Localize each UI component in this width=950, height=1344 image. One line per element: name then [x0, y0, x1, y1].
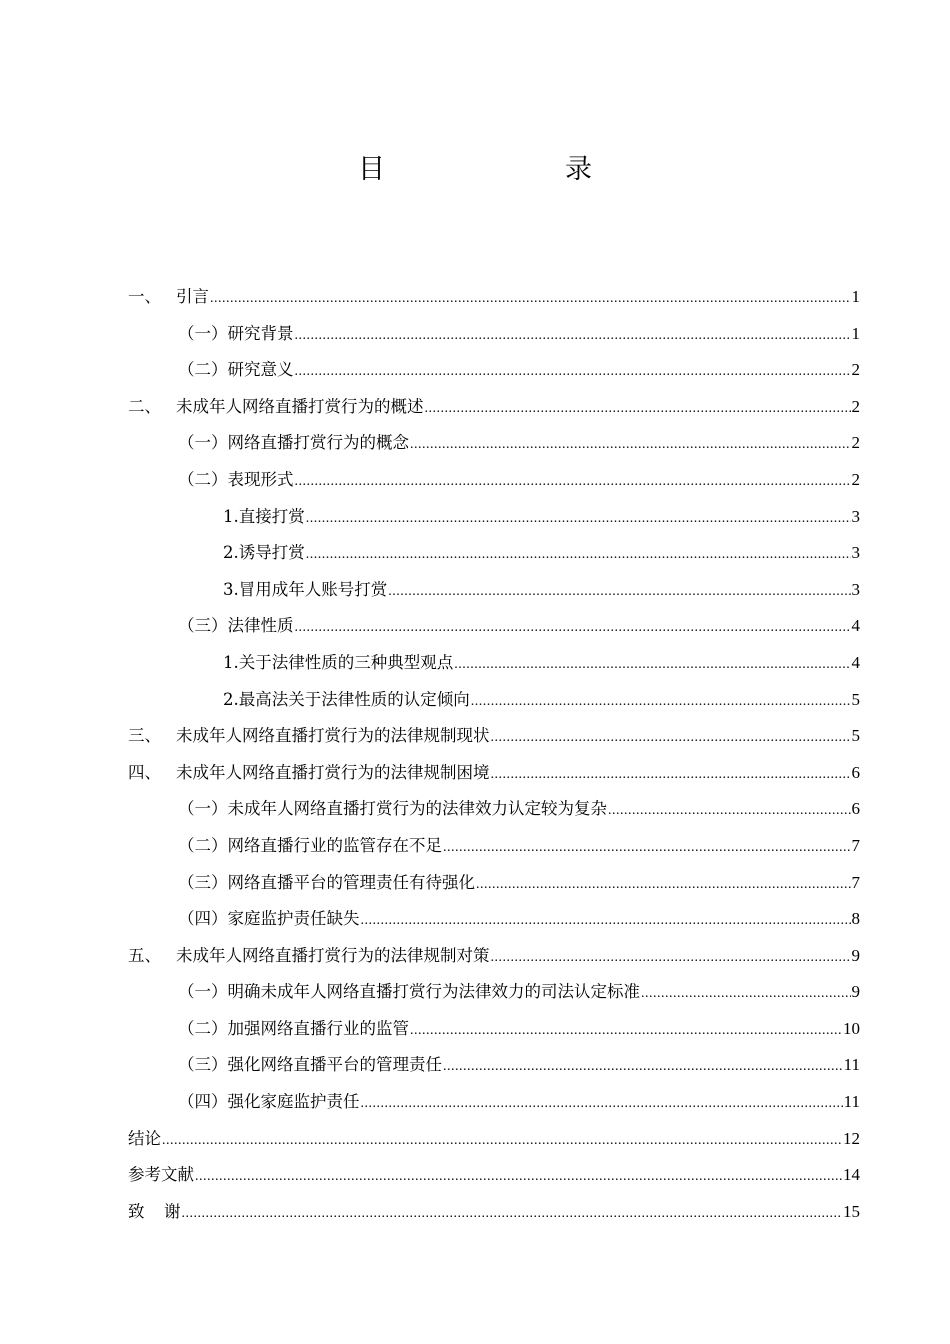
dot-leader [641, 974, 851, 1013]
toc-entry-page-number: 2 [851, 433, 860, 453]
toc-entry[interactable] [128, 316, 860, 353]
toc-entry-number: 一、 [128, 287, 161, 306]
dot-leader [443, 828, 851, 867]
toc-entry[interactable] [128, 974, 860, 1011]
dot-leader [361, 1084, 843, 1123]
dot-leader [162, 1121, 842, 1160]
toc-entry-label: （三）法律性质 [178, 616, 294, 636]
dot-leader [410, 425, 851, 464]
toc-entry-page-number: 1 [851, 323, 860, 343]
toc-entry[interactable] [128, 1047, 860, 1084]
dot-leader [491, 938, 851, 977]
toc-entry-label: （四）强化家庭监护责任 [178, 1092, 360, 1112]
toc-entry-text [178, 316, 294, 353]
toc-entry-page-number: 7 [851, 872, 860, 892]
toc-entry-page-number: 3 [851, 506, 860, 526]
toc-entry-text [223, 682, 470, 719]
toc-entry[interactable] [128, 938, 860, 975]
toc-entry-label: 参考文献 [128, 1165, 194, 1185]
toc-entry[interactable] [128, 828, 860, 865]
dot-leader [306, 499, 851, 538]
dot-leader [471, 682, 851, 721]
toc-entry-number: 四、 [128, 762, 161, 782]
toc-entry[interactable] [128, 682, 860, 719]
toc-entry-text [128, 718, 490, 755]
toc-entry-text [128, 279, 209, 316]
toc-entry-label: （一）未成年人网络直播打赏行为的法律效力认定较为复杂 [178, 799, 607, 819]
dot-leader [454, 645, 850, 684]
toc-entry-page-number: 3 [851, 543, 860, 563]
dot-leader [388, 572, 850, 611]
toc-entry[interactable] [128, 462, 860, 499]
toc-entry-label: 未成年人网络直播打赏行为的法律规制困境 [176, 762, 490, 782]
toc-entry[interactable] [128, 1121, 860, 1158]
toc-entry-text [178, 901, 360, 938]
toc-entry-text [178, 608, 294, 645]
toc-entry[interactable] [128, 425, 860, 462]
toc-entry-text [178, 352, 294, 389]
toc-entry-label: （一）明确未成年人网络直播打赏行为法律效力的司法认定标准 [178, 982, 640, 1002]
toc-entry-text [128, 1194, 181, 1231]
toc-entry-page-number: 15 [843, 1201, 860, 1221]
dot-leader [476, 865, 851, 904]
toc-entry-page-number: 3 [851, 579, 860, 599]
toc-entry-label: （一）网络直播打赏行为的概念 [178, 433, 409, 453]
dot-leader [295, 352, 851, 391]
dot-leader [295, 608, 851, 647]
toc-entry-text [223, 572, 387, 609]
table-of-contents [128, 279, 860, 1230]
toc-entry-page-number: 11 [843, 1055, 860, 1075]
toc-entry-label: （四）家庭监护责任缺失 [178, 909, 360, 929]
toc-entry-text [178, 1011, 409, 1048]
toc-entry[interactable] [128, 645, 860, 682]
dot-leader [295, 462, 851, 501]
toc-entry-page-number: 4 [851, 616, 860, 636]
dot-leader [443, 1047, 843, 1086]
toc-entry-page-number: 6 [851, 799, 860, 819]
toc-entry-text [178, 425, 409, 462]
toc-entry-number: 三、 [128, 726, 161, 746]
toc-entry-label: （三）强化网络直播平台的管理责任 [178, 1055, 442, 1075]
toc-entry-label: （二）表现形式 [178, 469, 294, 489]
dot-leader [491, 755, 851, 794]
toc-entry[interactable] [128, 608, 860, 645]
toc-entry-page-number: 5 [851, 726, 860, 746]
toc-entry[interactable] [128, 535, 860, 572]
toc-entry[interactable] [128, 352, 860, 389]
toc-entry-page-number: 10 [843, 1018, 860, 1038]
toc-entry-label: 未成年人网络直播打赏行为的概述 [176, 396, 424, 416]
toc-entry-label: 1.直接打赏 [223, 506, 305, 526]
dot-leader [410, 1011, 842, 1050]
toc-entry-page-number: 8 [851, 909, 860, 929]
toc-entry-label: 2.诱导打赏 [223, 543, 305, 563]
toc-entry-number: 五、 [128, 945, 161, 965]
toc-entry-text [128, 1121, 161, 1158]
toc-entry[interactable] [128, 572, 860, 609]
toc-entry-label: （三）网络直播平台的管理责任有待强化 [178, 872, 475, 892]
toc-entry-text [128, 389, 424, 426]
toc-entry-page-number: 1 [851, 287, 860, 306]
toc-entry-label: 3.冒用成年人账号打赏 [223, 579, 388, 599]
toc-entry-text [178, 865, 475, 902]
toc-entry-page-number: 2 [851, 396, 860, 416]
toc-entry[interactable] [128, 499, 860, 536]
toc-entry-text [223, 499, 305, 536]
toc-entry-page-number: 11 [843, 1092, 860, 1112]
toc-entry-page-number: 9 [851, 945, 860, 965]
page-title: 目 录 [358, 154, 634, 185]
dot-leader [295, 316, 851, 355]
toc-entry[interactable] [128, 901, 860, 938]
toc-entry-label: 未成年人网络直播打赏行为的法律规制现状 [176, 726, 490, 746]
toc-entry-text [128, 1157, 194, 1194]
dot-leader [425, 389, 851, 428]
toc-entry-text [128, 938, 490, 975]
toc-entry-text [178, 1084, 360, 1121]
toc-entry-label: （一）研究背景 [178, 323, 294, 343]
toc-entry-text [128, 755, 490, 792]
toc-entry-number: 致 [128, 1201, 145, 1221]
toc-entry-page-number: 4 [851, 652, 860, 672]
toc-entry-label: 结论 [128, 1128, 161, 1148]
toc-entry-label: 引言 [176, 287, 209, 306]
toc-entry-text [178, 462, 294, 499]
toc-entry[interactable] [128, 389, 860, 426]
toc-entry[interactable] [128, 865, 860, 902]
toc-entry-label: 谢 [164, 1201, 181, 1221]
toc-entry-text [178, 1047, 442, 1084]
toc-entry-text [178, 974, 640, 1011]
toc-entry[interactable] [128, 279, 860, 316]
toc-entry[interactable] [128, 1011, 860, 1048]
toc-entry-page-number: 2 [851, 469, 860, 489]
dot-leader [491, 718, 851, 757]
dot-leader [306, 535, 851, 574]
dot-leader [182, 1194, 843, 1233]
toc-entry[interactable] [128, 791, 860, 828]
toc-entry-page-number: 14 [843, 1165, 860, 1185]
toc-entry-number: 二、 [128, 396, 161, 416]
toc-entry-page-number: 6 [851, 762, 860, 782]
toc-entry-label: （二）研究意义 [178, 360, 294, 380]
toc-entry-text [223, 645, 453, 682]
toc-entry-page-number: 7 [851, 835, 860, 855]
toc-entry-label: （二）加强网络直播行业的监管 [178, 1018, 409, 1038]
toc-entry-text [178, 828, 442, 865]
dot-leader [361, 901, 851, 940]
toc-entry[interactable] [128, 755, 860, 792]
toc-entry-page-number: 5 [851, 689, 860, 709]
toc-entry-label: 未成年人网络直播打赏行为的法律规制对策 [176, 945, 490, 965]
dot-leader [608, 791, 851, 830]
toc-entry-text [178, 791, 607, 828]
toc-entry-page-number: 9 [851, 982, 860, 1002]
toc-entry[interactable] [128, 1084, 860, 1121]
toc-entry-label: 2.最高法关于法律性质的认定倾向 [223, 689, 470, 709]
toc-entry-text [223, 535, 305, 572]
toc-entry[interactable] [128, 1194, 860, 1231]
toc-entry-label: （二）网络直播行业的监管存在不足 [178, 835, 442, 855]
toc-entry-page-number: 12 [843, 1128, 860, 1148]
toc-entry[interactable] [128, 1157, 860, 1194]
toc-entry-page-number: 2 [851, 360, 860, 380]
dot-leader [195, 1157, 842, 1196]
toc-entry[interactable] [128, 718, 860, 755]
toc-entry-label: 1.关于法律性质的三种典型观点 [223, 652, 454, 672]
dot-leader [210, 279, 851, 318]
